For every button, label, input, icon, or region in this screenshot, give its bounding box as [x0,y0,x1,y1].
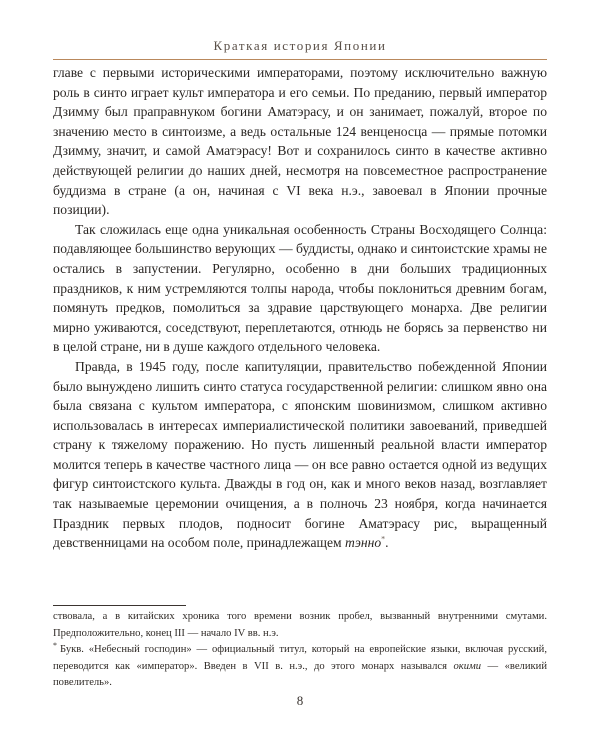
footnote-tenno-tail: — «великий повелитель». [53,660,547,689]
footnote-tenno-lead: Букв. «Небесный господин» — официальный титул, который на европейские языки, включая русский, переводится как «император». Введен в VII в. н.э., до этого монарх назывался [53,644,547,672]
paragraph-1 [53,63,547,220]
page-number: 8 [296,693,304,708]
footnote-tenno [53,642,547,692]
footnote-rule [53,605,186,606]
paragraph-2-text: Так сложилась еще одна уникальная особенность Страны Восходящего Солнца: подавляющее большинство верующих — буддисты, однако и синтоистские храмы не остались в запустении. Регулярно, особенно в дни больших традиционных праздников, к ним устремляются толпы народа, чтобы поклониться древним богам, помянуть предков, помолиться за здравие царствующего монарха. Две религии мирно уживаются, соседствуют, переплетаются, отнюдь не борясь за первенство ни в целой стране, ни в душе каждого отдельного человека. [53,221,547,355]
main-text [53,63,547,553]
paragraph-1-text: главе с первыми историческими императорами, поэтому исключительно важную роль в синто играет культ императора и его семьи. По преданию, первый император Дзимму был праправнуком богини Аматэрасу, и он занимает, пожалуй, второе по значению место в синтоизме, а ведь остальные 124 венценосца — прямые потомки Дзимму, значит, и самой Аматэрасу! Вот и сохранилось синто в качестве активно действующей религии до наших дней, несмотря на повсеместное распространение буддизма в стране (а он, начиная с VI века н.э., завоевал в Японии прочные позиции). [53,65,547,218]
footnotes [53,609,547,692]
paragraph-3: Правда, в 1945 году, после капитуляции, правительство побежденной Японии было вынуждено лишить синто статуса государственной религии: слишком явно она была связана с культом императора, с японским шовинизмом, слишком активно использовалась в интересах империалистической политики завоеваний, приведшей страну к тяжелому поражению. Но пусть лишенный реальной власти император молится теперь в качестве частного лица — он все равно остается одной из ведущих фигур синтоистского культа. Дважды в год он, как и много веков назад, возглавляет так называемые церемонии очищения, а в полночь 23 ноября, когда начинается Праздник первых плодов, подносит богине Аматэрасу рис, выращенный девственницами на особом поле, принадлежащем тэнно*. [53,358,547,551]
header-rule [53,59,547,60]
footnote-mark: * [53,640,57,650]
tenno-term: тэнно [345,535,382,551]
footnote-reference: * [381,534,386,544]
footnote-okimi-term: окими [453,660,482,672]
paragraph-2 [53,220,547,357]
footnote-continuation: ствовала, а в китайских хроника того времени возник пробел, вызванный внутренними смутами. Предположительно, конец III — начало IV вв. н.э. [53,611,547,639]
paragraph-3-text: Правда, в 1945 году, после капитуляции, правительство побежденной Японии было вынуждено лишить синто статуса государственной религии: слишком явно она была связана с культом императора, с японским шовинизмом, слишком активно использовалась в интересах империалистической политики завоеваний, приведшей страну к тяжелому поражению. Но пусть лишенный реальной власти император молится теперь в качестве частного лица — он все равно остается одной из ведущих фигур синтоистского культа. Дважды в год он, как и много веков назад, возглавляет так называемые церемонии очищения, а в полночь 23 ноября, когда начинается Праздник первых плодов, подносит богине Аматэрасу рис, выращенный девственницами на особом поле, принадлежащем [53,358,547,551]
running-header: Краткая история Японии [213,38,387,53]
